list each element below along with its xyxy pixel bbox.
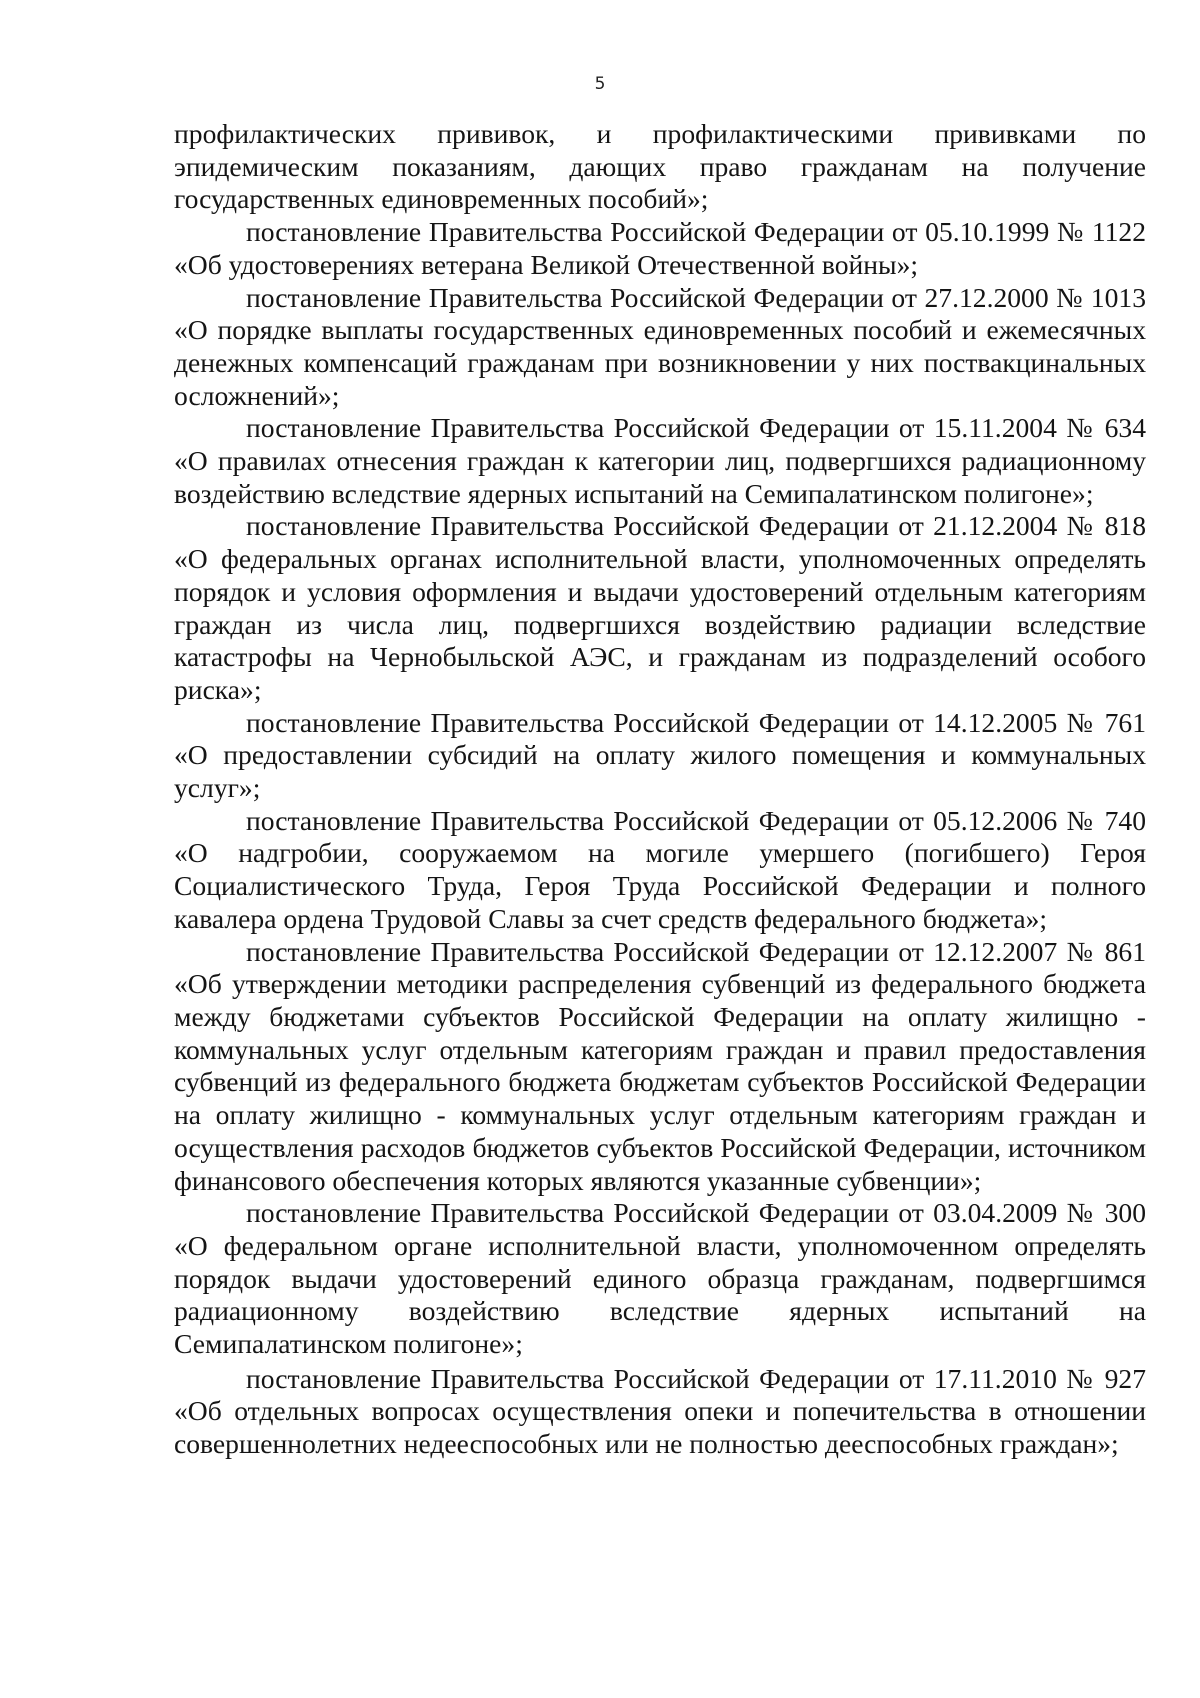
paragraph-decree-818: постановление Правительства Российской Федерации от 21.12.2004 № 818 «О федеральных органах исполнительной власти, уполномоченных определять порядок и условия оформления и выдачи удостоверений отдельным категориям граждан из числа лиц, подвергшихся воздействию радиации вследствие катастрофы на Чернобыльской АЭС, и гражданам из подразделений особого риска»;: [174, 510, 1146, 705]
paragraph-decree-861: постановление Правительства Российской Федерации от 12.12.2007 № 861 «Об утверждении методики распределения субвенций из федерального бюджета между бюджетами субъектов Российской Федерации на оплату жилищно - коммунальных услуг отдельным категориям граждан и правил предоставления субвенций из федерального бюджета бюджетам субъектов Российской Федерации на оплату жилищно - коммунальных услуг отдельным категориям граждан и осуществления расходов бюджетов субъектов Российской Федерации, источником финансового обеспечения которых являются указанные субвенции»;: [174, 935, 1146, 1196]
paragraph-continuation: профилактических прививок, и профилактическими прививками по эпидемическим показаниям, дающих право гражданам на получение государственных единовременных пособий»;: [174, 118, 1146, 215]
page-number: 5: [594, 74, 606, 94]
paragraph-decree-634: постановление Правительства Российской Федерации от 15.11.2004 № 634 «О правилах отнесения граждан к категории лиц, подвергшихся радиационному воздействию вследствие ядерных испытаний на Семипалатинском полигоне»;: [174, 412, 1146, 509]
paragraph-decree-300: постановление Правительства Российской Федерации от 03.04.2009 № 300 «О федеральном органе исполнительной власти, уполномоченном определять порядок выдачи удостоверений единого образца гражданам, подвергшимся радиационному воздействию вследствие ядерных испытаний на Семипалатинском полигоне»;: [174, 1197, 1146, 1360]
paragraph-decree-927: постановление Правительства Российской Федерации от 17.11.2010 № 927 «Об отдельных вопросах осуществления опеки и попечительства в отношении совершеннолетних недееспособных или не полностью дееспособных граждан»;: [174, 1362, 1146, 1460]
paragraph-decree-1013: постановление Правительства Российской Федерации от 27.12.2000 № 1013 «О порядке выплаты государственных единовременных пособий и ежемесячных денежных компенсаций гражданам при возникновении у них поствакцинальных осложнений»;: [174, 281, 1146, 411]
paragraph-decree-761: постановление Правительства Российской Федерации от 14.12.2005 № 761 «О предоставлении субсидий на оплату жилого помещения и коммунальных услуг»;: [174, 706, 1146, 804]
document-body: [174, 118, 1146, 1461]
paragraph-decree-1122: постановление Правительства Российской Федерации от 05.10.1999 № 1122 «Об удостоверениях ветерана Великой Отечественной войны»;: [174, 216, 1146, 280]
paragraph-decree-740: постановление Правительства Российской Федерации от 05.12.2006 № 740 «О надгробии, сооружаемом на могиле умершего (погибшего) Героя Социалистического Труда, Героя Труда Российской Федерации и полного кавалера ордена Трудовой Славы за счет средств федерального бюджета»;: [174, 804, 1146, 934]
